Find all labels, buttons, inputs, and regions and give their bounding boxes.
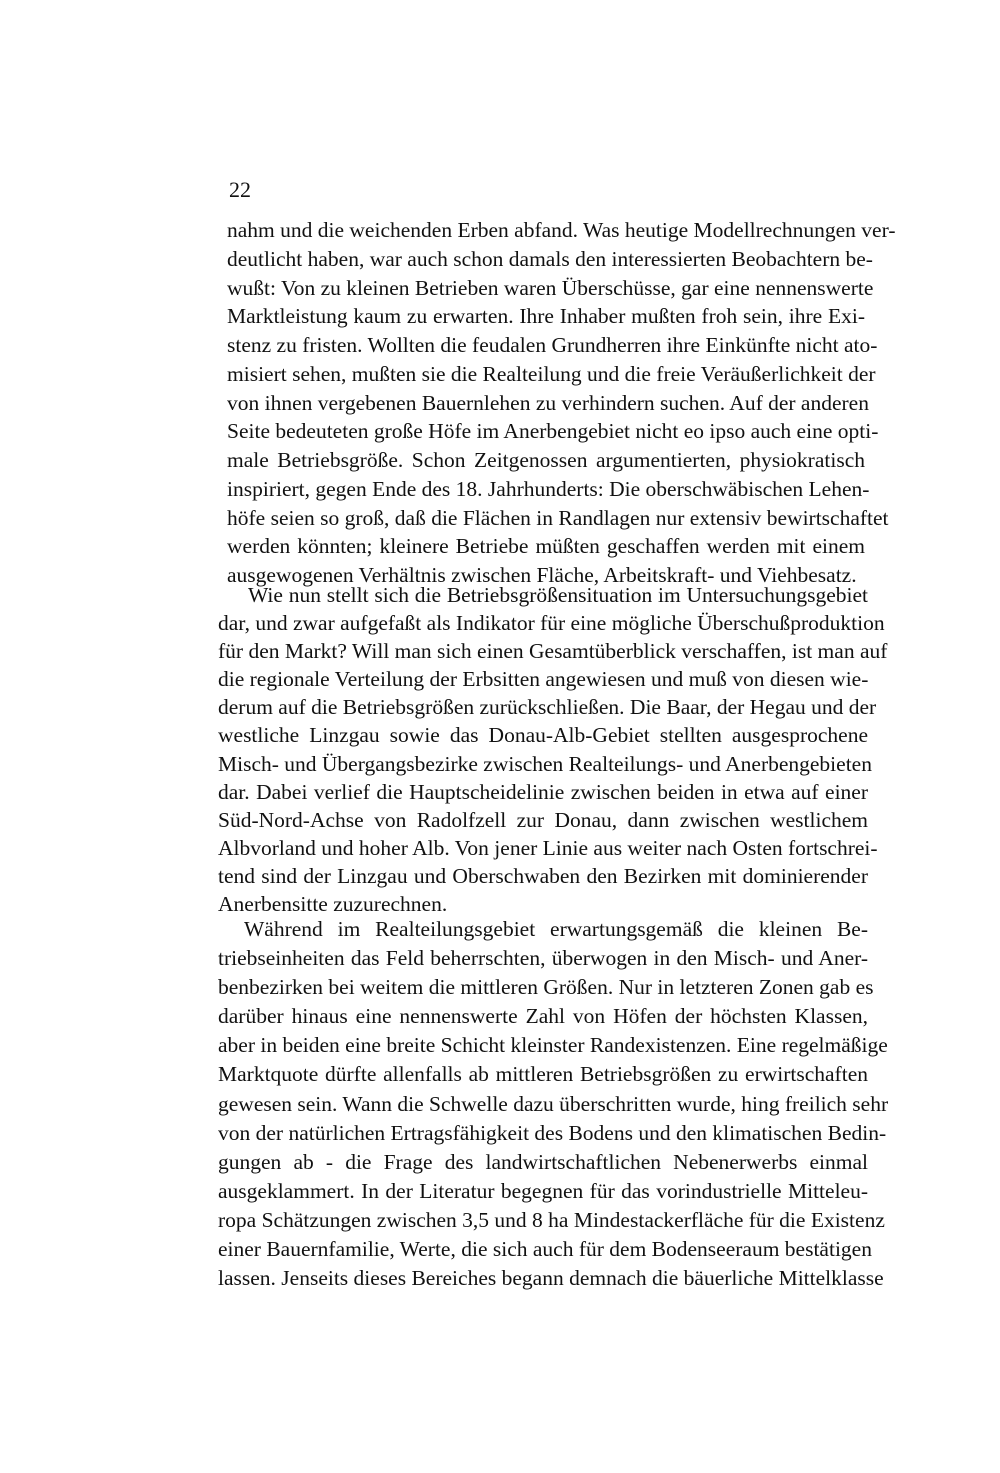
text-line-content: triebseinheiten das Feld beherrschten, überwogen in den Misch- und Aner- [218, 946, 868, 971]
text-line [218, 749, 872, 779]
text-line [227, 273, 874, 303]
text-line-content: höfe seien so groß, daß die Flächen in Randlagen nur extensiv bewirtschaftet [227, 505, 889, 530]
text-line-content: deutlicht haben, war auch schon damals den interessierten Beobachtern be- [227, 246, 873, 271]
text-line-content: dar, und zwar aufgefaßt als Indikator für eine mögliche Überschußproduktion [218, 611, 885, 636]
text-line-content: westliche Linzgau sowie das Donau-Alb-Gebiet stellten ausgesprochene [218, 723, 868, 748]
text-line [218, 1263, 884, 1293]
text-line-content: von der natürlichen Ertragsfähigkeit des Bodens und den klimatischen Bedin- [218, 1120, 887, 1145]
text-line-content: wußt: Von zu kleinen Betrieben waren Überschüsse, gar eine nennenswerte [227, 275, 874, 300]
text-line-content: von ihnen vergebenen Bauernlehen zu verhindern suchen. Auf der anderen [227, 390, 869, 415]
text-line [218, 720, 868, 750]
text-line-content: tend sind der Linzgau und Oberschwaben den Bezirken mit dominierender [218, 863, 868, 888]
text-line [227, 215, 896, 245]
text-line [218, 1234, 872, 1264]
text-line [227, 388, 869, 418]
text-line-content: die regionale Verteilung der Erbsitten angewiesen und muß von diesen wie- [218, 667, 869, 692]
text-line [218, 943, 868, 973]
text-line-content: ausgewogenen Verhältnis zwischen Fläche, Arbeitskraft- und Viehbesatz. [227, 563, 857, 587]
text-line-content: derum auf die Betriebsgrößen zurückschließen. Die Baar, der Hegau und der [218, 695, 877, 720]
text-line-content: Wie nun stellt sich die Betriebsgrößensituation im Untersuchungsgebiet [248, 583, 868, 607]
text-line [218, 1147, 868, 1177]
text-line-content: gewesen sein. Wann die Schwelle dazu überschritten wurde, hing freilich sehr [218, 1091, 889, 1116]
text-line [218, 1001, 868, 1031]
text-line-content: nahm und die weichenden Erben abfand. Was heutige Modellrechnungen ver- [227, 218, 896, 242]
text-line [218, 1030, 888, 1060]
text-line-content: Misch- und Übergangsbezirke zwischen Realteilungs- und Anerbengebieten [218, 751, 872, 776]
text-line-content: dar. Dabei verlief die Hauptscheidelinie zwischen beiden in etwa auf einer [218, 779, 868, 804]
text-line [218, 1059, 868, 1089]
text-line [227, 330, 878, 360]
text-line [218, 692, 877, 722]
text-line [227, 445, 865, 475]
text-line-content: misiert sehen, mußten sie die Realteilung und die freie Veräußerlichkeit der [227, 361, 876, 386]
text-line-content: Albvorland und hoher Alb. Von jener Linie aus weiter nach Osten fortschrei- [218, 835, 878, 860]
text-line-content: darüber hinaus eine nennenswerte Zahl von Höfen der höchsten Klassen, [218, 1004, 868, 1029]
text-line-content: stenz zu fristen. Wollten die feudalen Grundherren ihre Einkünfte nicht ato- [227, 333, 878, 357]
text-line [218, 1089, 889, 1119]
text-line-content: einer Bauernfamilie, Werte, die sich auch für dem Bodenseeraum bestätigen [218, 1236, 872, 1261]
text-line [218, 636, 888, 666]
text-line [218, 1118, 887, 1148]
text-line-content: Marktquote dürfte allenfalls ab mittleren Betriebsgrößen zu erwirtschaften [218, 1062, 868, 1087]
text-line-content: werden könnten; kleinere Betriebe müßten geschaffen werden mit einem [227, 534, 865, 559]
text-line [218, 972, 874, 1002]
text-line [227, 474, 870, 504]
text-line [218, 777, 868, 807]
text-line-content: ausgeklammert. In der Literatur begegnen für das vorindustrielle Mitteleu- [218, 1178, 868, 1203]
text-line [218, 1205, 885, 1235]
text-line [227, 301, 865, 331]
text-line [218, 608, 885, 638]
text-line-content: male Betriebsgröße. Schon Zeitgenossen argumentierten, physiokratisch [227, 448, 865, 472]
text-line-content: Süd-Nord-Achse von Radolfzell zur Donau, dann zwischen westlichem [218, 807, 868, 832]
text-line-content: Seite bedeuteten große Höfe im Anerbengebiet nicht eo ipso auch eine opti- [227, 419, 879, 444]
text-line [218, 805, 868, 835]
text-line-content: ropa Schätzungen zwischen 3,5 und 8 ha Mindestackerfläche für die Existenz [218, 1207, 885, 1232]
text-line-content: aber in beiden eine breite Schicht kleinster Randexistenzen. Eine regelmäßige [218, 1033, 888, 1058]
text-line [218, 833, 878, 863]
text-line [248, 580, 868, 610]
text-line [218, 1176, 868, 1206]
text-line-content: für den Markt? Will man sich einen Gesamtüberblick verschaffen, ist man auf [218, 639, 888, 664]
page-number: 22 [229, 177, 251, 202]
text-line-content: inspiriert, gegen Ende des 18. Jahrhunderts: Die oberschwäbischen Lehen- [227, 476, 870, 501]
text-line-content: lassen. Jenseits dieses Bereiches begann demnach die bäuerliche Mittelklasse [218, 1266, 884, 1290]
text-line [227, 416, 879, 446]
text-line [218, 861, 868, 891]
text-line [244, 914, 868, 944]
text-line [227, 244, 873, 274]
text-line [227, 503, 889, 533]
text-line-content: benbezirken bei weitem die mittleren Größen. Nur in letzteren Zonen gab es [218, 975, 874, 1000]
text-line [227, 531, 865, 561]
text-line-content: Anerbensitte zuzurechnen. [218, 892, 448, 916]
text-line [218, 664, 868, 694]
text-line-content: Marktleistung kaum zu erwarten. Ihre Inhaber mußten froh sein, ihre Exi- [227, 304, 865, 329]
text-line-content: Während im Realteilungsgebiet erwartungsgemäß die kleinen Be- [244, 917, 868, 941]
text-line-content: gungen ab - die Frage des landwirtschaftlichen Nebenerwerbs einmal [218, 1149, 868, 1174]
text-line [227, 359, 876, 389]
